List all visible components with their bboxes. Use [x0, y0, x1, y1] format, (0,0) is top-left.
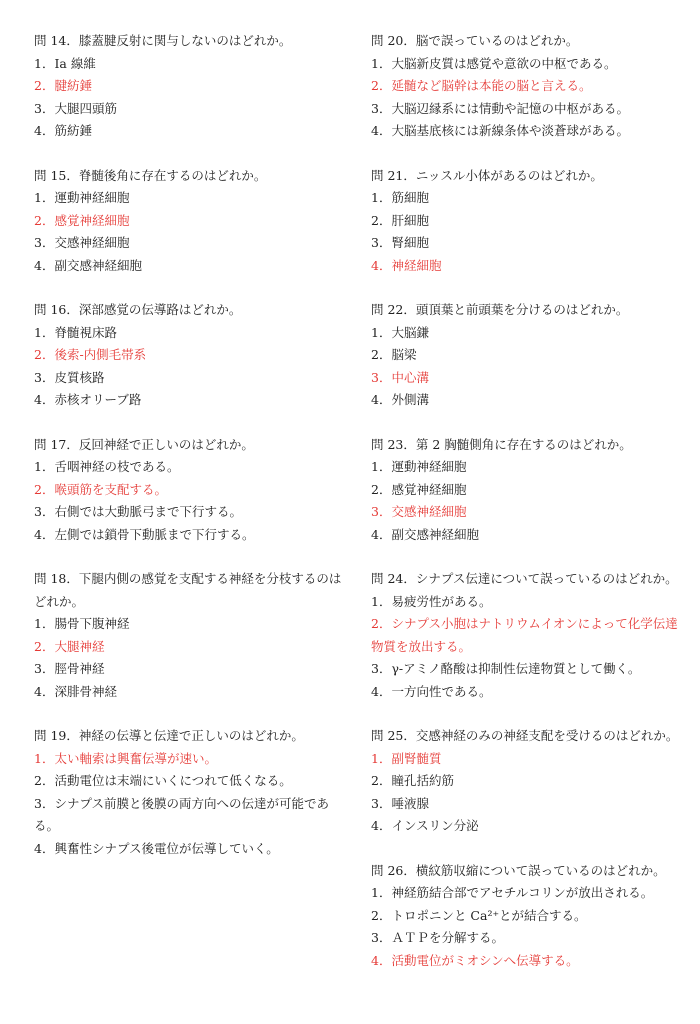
answer-option: 3．腎細胞 — [371, 235, 429, 250]
answer-option: 3．ＡＴＰを分解する。 — [371, 930, 504, 945]
question-block — [34, 434, 350, 547]
answer-option-correct: 2．腱紡錘 — [34, 78, 92, 93]
answer-option: 1．脊髄視床路 — [34, 324, 117, 340]
question-stem: 問 17．反回神経で正しいのはどれか。 — [34, 436, 254, 452]
answer-option: 4．興奮性シナプス後電位が伝導していく。 — [34, 840, 279, 856]
question-block — [371, 568, 685, 703]
answer-option: 1．腸骨下腹神経 — [34, 616, 130, 631]
answer-option: 3．右側では大動脈弓まで下行する。 — [34, 504, 242, 519]
question-stem: 問 24．シナプス伝達について誤っているのはどれか。 — [371, 571, 678, 586]
question-block — [371, 299, 685, 412]
question-block — [371, 860, 685, 973]
question-stem: 問 21．ニッスル小体があるのはどれか。 — [371, 167, 603, 183]
question-block — [34, 165, 350, 278]
answer-option: 4．大脳基底核には新線条体や淡蒼球がある。 — [371, 123, 629, 138]
answer-option-correct: 2．大腿神経 — [34, 638, 105, 654]
answer-option: 4．深腓骨神経 — [34, 683, 117, 699]
answer-option-correct: 2．後索-内側毛帯系 — [34, 347, 147, 362]
question-block — [34, 725, 350, 860]
answer-option-correct: 2．延髄など脳幹は本能の脳と言える。 — [371, 78, 592, 93]
question-block — [371, 165, 685, 278]
answer-option: 4．左側では鎖骨下動脈まで下行する。 — [34, 526, 255, 542]
question-stem: 問 22．頭頂葉と前頭葉を分けるのはどれか。 — [371, 302, 629, 317]
answer-option: 1．大脳鎌 — [371, 324, 429, 340]
answer-option: 3．γ-アミノ酪酸は抑制性伝達物質として働く。 — [371, 661, 641, 676]
question-stem: 問 16．深部感覚の伝導路はどれか。 — [34, 302, 242, 317]
answer-option: 1．筋細胞 — [371, 190, 429, 205]
answer-option: 3．シナプス前膜と後膜の両方向への伝達が可能である。 — [34, 795, 329, 833]
question-stem: 問 25．交感神経のみの神経支配を受けるのはどれか。 — [371, 728, 679, 743]
question-stem: 問 23．第 2 胸髄側角に存在するのはどれか。 — [371, 436, 632, 452]
question-stem: 問 26．横紋筋収縮について誤っているのはどれか。 — [371, 862, 666, 878]
answer-option: 1．大脳新皮質は感覚や意欲の中枢である。 — [371, 55, 617, 71]
answer-option: 1．易疲労性がある。 — [371, 593, 492, 609]
answer-option: 4．一方向性である。 — [371, 683, 492, 699]
answer-option: 3．唾液腺 — [371, 795, 429, 811]
question-stem: 問 18．下腿内側の感覚を支配する神経を分枝するのはどれか。 — [34, 571, 342, 609]
answer-option: 3．大脳辺縁系には情動や記憶の中枢がある。 — [371, 100, 629, 116]
answer-option-correct: 2．シナプス小胞はナトリウムイオンによって化学伝達物質を放出する。 — [371, 616, 678, 654]
question-stem: 問 14．膝蓋腱反射に関与しないのはどれか。 — [34, 33, 292, 48]
answer-option: 1．運動神経細胞 — [34, 190, 130, 205]
answer-option-correct: 1．副腎髄質 — [371, 750, 442, 766]
answer-option: 2．肝細胞 — [371, 212, 429, 228]
answer-option: 2．感覚神経細胞 — [371, 481, 467, 497]
answer-option-correct: 3．交感神経細胞 — [371, 504, 467, 519]
right-column — [371, 30, 685, 972]
question-block — [34, 568, 350, 703]
question-stem: 問 20．脳で誤っているのはどれか。 — [371, 33, 579, 48]
answer-option: 4．副交感神経細胞 — [34, 257, 142, 273]
answer-option: 1．神経筋結合部でアセチルコリンが放出される。 — [371, 885, 654, 900]
question-block — [371, 434, 685, 547]
answer-option: 4．副交感神経細胞 — [371, 526, 479, 542]
question-stem: 問 19．神経の伝導と伝達で正しいのはどれか。 — [34, 728, 304, 743]
question-stem: 問 15．脊髄後角に存在するのはどれか。 — [34, 167, 267, 183]
answer-option: 2．瞳孔括約筋 — [371, 773, 454, 788]
answer-option-correct: 2．感覚神経細胞 — [34, 212, 130, 228]
answer-option: 4．インスリン分泌 — [371, 818, 479, 833]
answer-option-correct: 3．中心溝 — [371, 369, 429, 385]
answer-option: 3．皮質核路 — [34, 369, 105, 385]
answer-option: 3．交感神経細胞 — [34, 235, 130, 250]
answer-option-correct: 4．神経細胞 — [371, 257, 442, 273]
left-column — [34, 30, 350, 860]
answer-option-correct: 4．活動電位がミオシンへ伝導する。 — [371, 952, 579, 968]
question-block — [34, 30, 350, 143]
answer-option: 1．運動神経細胞 — [371, 459, 467, 474]
question-block — [34, 299, 350, 412]
answer-option: 2．活動電位は末端にいくにつれて低くなる。 — [34, 773, 292, 788]
answer-option-correct: 1．太い軸索は興奮伝導が速い。 — [34, 750, 217, 766]
answer-option: 4．赤核オリーブ路 — [34, 392, 142, 407]
question-block — [371, 725, 685, 838]
answer-option: 1．Ⅰa 線維 — [34, 55, 96, 71]
answer-option: 2．トロポニンと Ca²⁺とが結合する。 — [371, 907, 587, 923]
question-block — [371, 30, 685, 143]
answer-option-correct: 2．喉頭筋を支配する。 — [34, 481, 167, 497]
answer-option: 1．舌咽神経の枝である。 — [34, 459, 180, 474]
answer-option: 4．筋紡錘 — [34, 123, 92, 138]
answer-option: 4．外側溝 — [371, 392, 429, 407]
answer-option: 3．脛骨神経 — [34, 661, 105, 676]
answer-option: 3．大腿四頭筋 — [34, 100, 117, 116]
answer-option: 2．脳梁 — [371, 347, 417, 362]
